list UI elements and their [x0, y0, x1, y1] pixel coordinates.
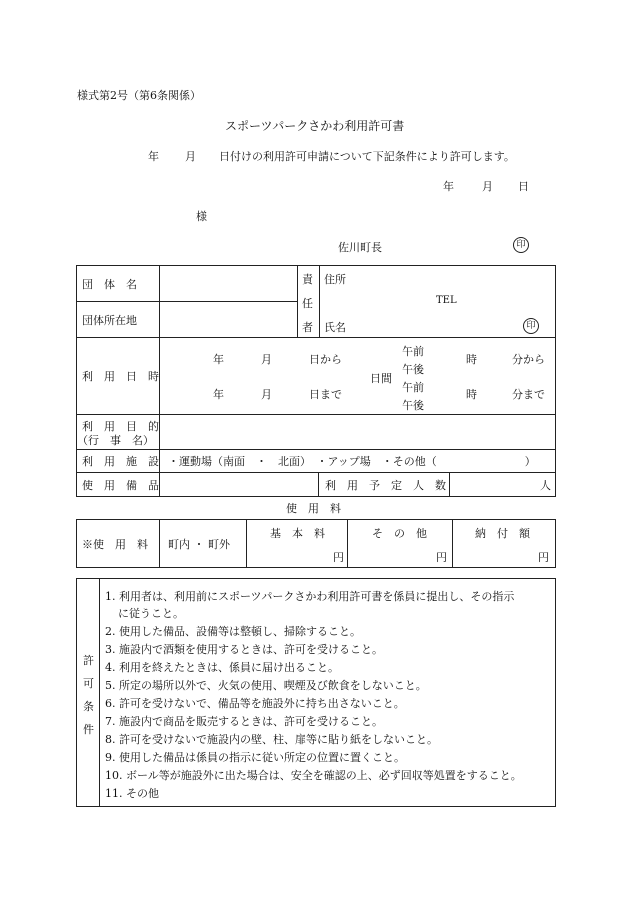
basic-fee-yen: 円 [333, 551, 344, 564]
people-field[interactable] [452, 474, 542, 495]
document-title: スポーツパークさかわ利用許可書 [225, 119, 405, 133]
facility-options[interactable]: ・運動場（南面 ・ 北面） ・アップ場 ・その他（ ） [168, 455, 536, 468]
label-tel: TEL [436, 295, 457, 306]
start-year: 年 [213, 353, 224, 366]
area-option[interactable]: 町内 ・ 町外 [168, 537, 230, 551]
start-pm: 午後 [402, 363, 424, 376]
conditions-label-4: 件 [83, 723, 94, 736]
end-hour: 時 [466, 388, 477, 401]
issue-year: 年 [443, 180, 454, 193]
purpose-field[interactable] [162, 416, 552, 447]
label-responsible-1: 責 [302, 273, 313, 286]
condition-item: 6. 許可を受けないで、備品等を施設外に持ち出さないこと。 [105, 697, 405, 710]
label-event-name: （行 事 名） [77, 434, 154, 447]
start-day: 日から [309, 353, 342, 366]
fee-section-title: 使 用 料 [286, 502, 341, 515]
condition-item: 2. 使用した備品、設備等は整頓し、掃除すること。 [105, 625, 361, 638]
label-basic-fee: 基 本 料 [270, 527, 325, 540]
start-hour: 時 [466, 353, 477, 366]
addressee-suffix: 様 [196, 210, 207, 223]
start-minute: 分から [512, 353, 545, 366]
issue-day: 日 [518, 180, 529, 193]
end-minute: 分まで [512, 388, 545, 401]
end-am: 午前 [402, 381, 424, 394]
label-usage-datetime: 利 用 日 時 [82, 370, 159, 383]
condition-item: 9. 使用した備品は係員の指示に従い所定の位置に置くこと。 [105, 751, 405, 764]
conditions-label-3: 条 [83, 700, 94, 713]
label-purpose: 利 用 目 的 [82, 420, 159, 433]
issuer-seal: 印 [513, 237, 529, 253]
issue-month: 月 [482, 180, 493, 193]
label-fee: ※使 用 料 [82, 537, 148, 551]
label-days: 日間 [370, 372, 392, 385]
paid-amount-yen: 円 [538, 551, 549, 564]
condition-item: 5. 所定の場所以外で、火気の使用、喫煙及び飲食をしないこと。 [105, 679, 427, 692]
condition-item: 3. 施設内で酒類を使用するときは、許可を受けること。 [105, 643, 383, 656]
intro-year: 年 [148, 150, 159, 163]
label-people: 利 用 予 定 人 数 [325, 478, 446, 492]
label-responsible-2: 任 [302, 297, 313, 310]
start-am: 午前 [402, 345, 424, 358]
label-other-fee: そ の 他 [372, 527, 427, 540]
label-equipment: 使 用 備 品 [82, 478, 159, 492]
label-group-address: 団体所在地 [82, 313, 137, 327]
people-unit: 人 [540, 478, 551, 492]
conditions-label-1: 許 [83, 654, 94, 667]
condition-item: 4. 利用を終えたときは、係員に届け出ること。 [105, 661, 339, 674]
label-address: 住所 [324, 273, 346, 286]
condition-item: 11. その他 [105, 787, 159, 800]
form-number: 様式第2号（第6条関係） [77, 89, 201, 102]
responsible-seal: 印 [523, 318, 539, 334]
conditions-label-2: 可 [83, 677, 94, 690]
end-month: 月 [261, 388, 272, 401]
label-responsible-3: 者 [302, 321, 313, 334]
intro-text: 日付けの利用許可申請について下記条件により許可します。 [219, 150, 515, 163]
group-name-field[interactable] [162, 267, 296, 300]
start-month: 月 [261, 353, 272, 366]
condition-item: 1. 利用者は、利用前にスポーツパークさかわ利用許可書を係員に提出し、その指示 [105, 590, 515, 603]
equipment-field[interactable] [162, 474, 316, 495]
intro-month: 月 [185, 150, 196, 163]
condition-item: 7. 施設内で商品を販売するときは、許可を受けること。 [105, 715, 383, 728]
group-address-field[interactable] [162, 303, 296, 336]
condition-item: 8. 許可を受けないで施設内の壁、柱、扉等に貼り紙をしないこと。 [105, 733, 438, 746]
condition-item: 10. ボール等が施設外に出た場合は、安全を確認の上、必ず回収等処置をすること。 [105, 769, 522, 782]
condition-item: に従うこと。 [118, 607, 184, 620]
end-year: 年 [213, 388, 224, 401]
end-day: 日まで [309, 388, 342, 401]
other-fee-yen: 円 [436, 551, 447, 564]
issuer-name: 佐川町長 [338, 241, 382, 254]
end-pm: 午後 [402, 399, 424, 412]
label-facility: 利 用 施 設 [82, 455, 159, 468]
label-group-name: 団 体 名 [82, 277, 137, 291]
label-name: 氏名 [324, 321, 346, 334]
label-paid-amount: 納 付 額 [475, 527, 530, 540]
